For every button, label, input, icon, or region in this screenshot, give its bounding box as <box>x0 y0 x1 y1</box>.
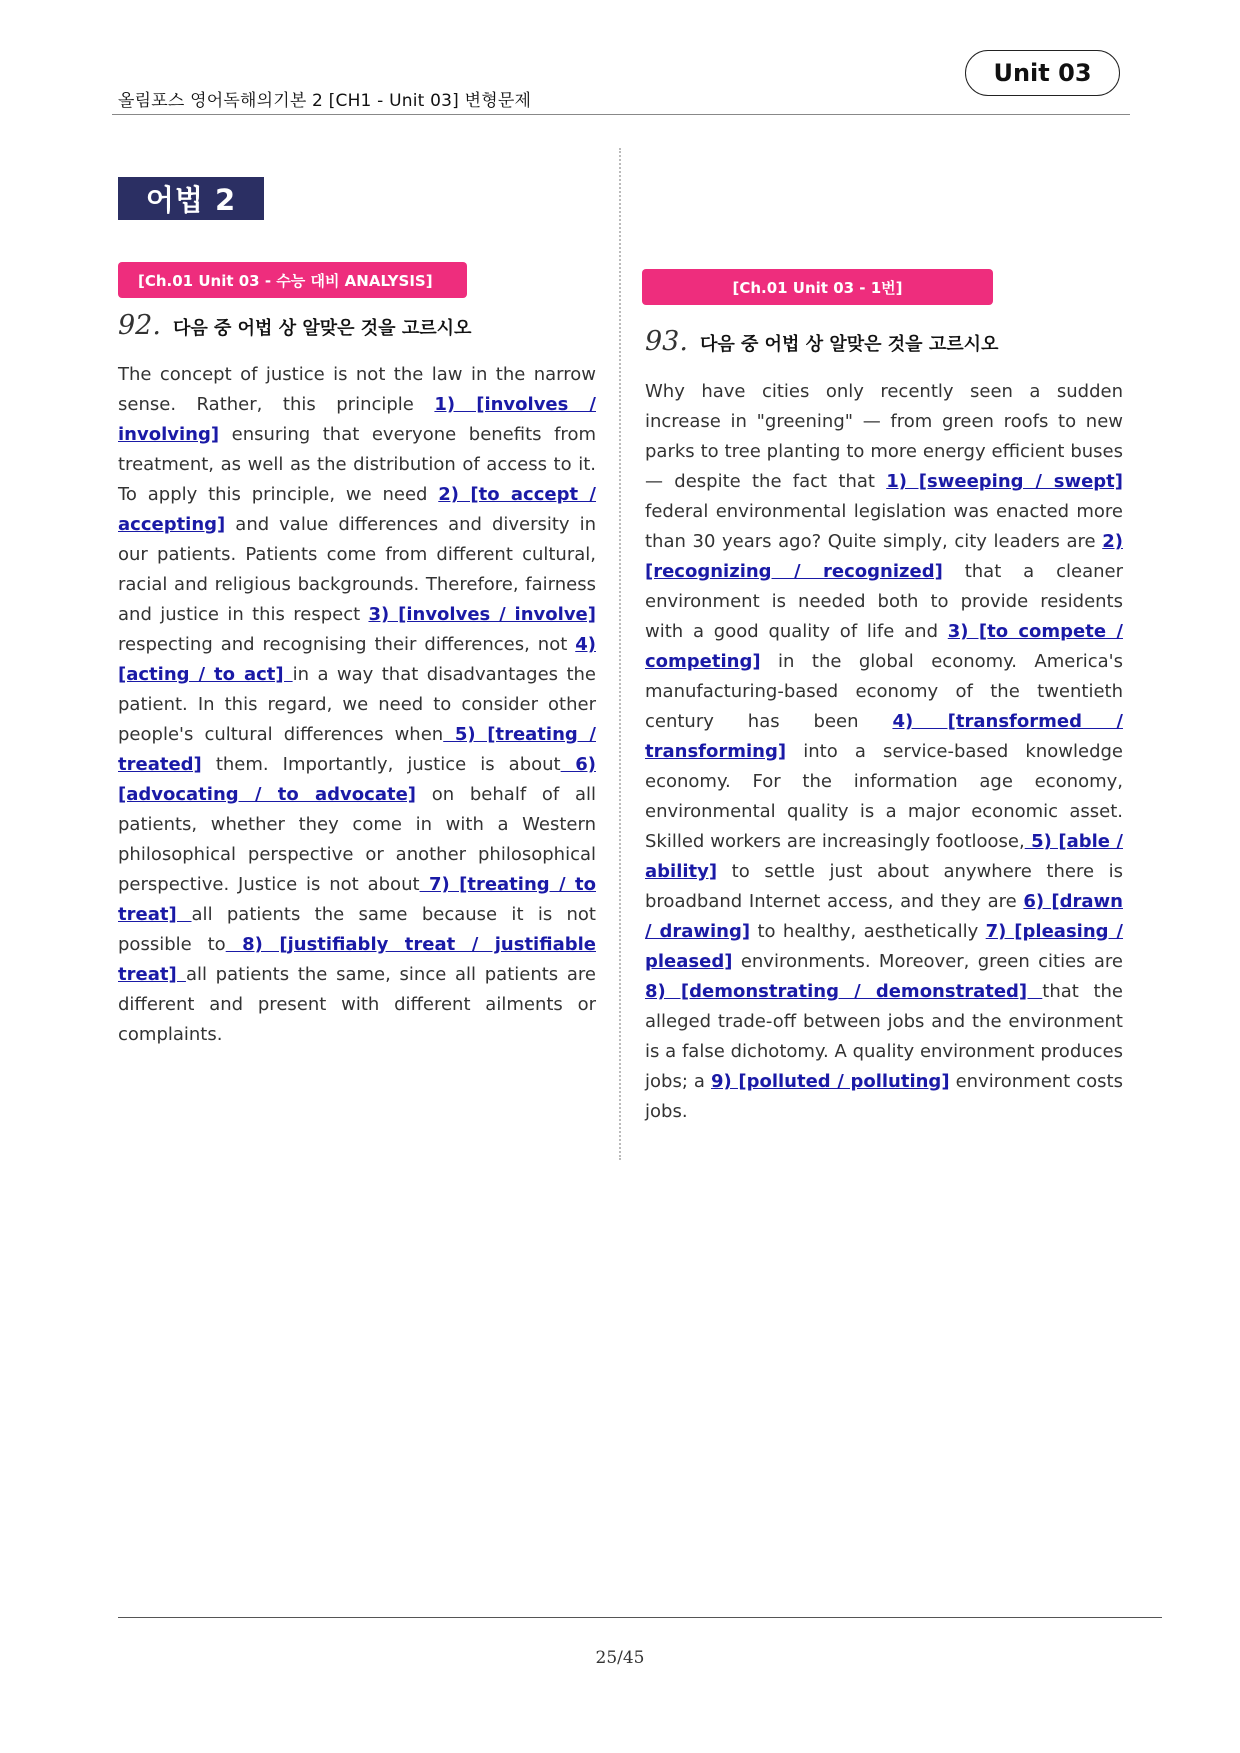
page-number: 25/45 <box>595 1648 645 1668</box>
passage-text: respecting and recognising their differences, not <box>118 634 576 655</box>
grammar-choice-blank: 5) [able / ability] <box>645 831 1123 882</box>
grammar-choice-blank: 2) [to accept / accepting] <box>118 484 597 535</box>
passage-text: The concept of justice is not the law in the narrow sense. Rather, this principle <box>118 364 596 415</box>
footer-divider <box>118 1617 1162 1618</box>
passage-text: environments. Moreover, green cities are <box>732 951 1123 972</box>
grammar-choice-blank: 6) [advocating / to advocate] <box>118 754 596 805</box>
question-93-number: 93. <box>645 326 688 357</box>
question-92-passage <box>118 360 596 1050</box>
grammar-choice-blank: 4) [transformed / transforming] <box>645 711 1123 762</box>
question-92-number: 92. <box>118 310 161 341</box>
passage-text: them. Importantly, justice is about <box>201 754 561 775</box>
question-93-source-tag: [Ch.01 Unit 03 - 1번] <box>642 269 993 305</box>
passage-text: to healthy, aesthetically <box>750 921 986 942</box>
grammar-choice-blank: 3) [to compete / competing] <box>645 621 1123 672</box>
grammar-choice-blank: 1) [involves / involving] <box>118 394 596 445</box>
passage-text: on behalf of all patients, whether they come in with a Western philosophical perspective or another philosophical perspective. Justice is not about <box>118 784 596 895</box>
grammar-choice-blank: 9) [polluted / polluting] <box>711 1071 950 1092</box>
passage-text: all patients the same because it is not possible to <box>118 904 596 955</box>
grammar-choice-blank: 7) [treating / to treat] <box>118 874 596 925</box>
question-93-heading <box>645 326 998 357</box>
section-title: 어법 2 <box>118 177 264 220</box>
question-92-prompt: 다음 중 어법 상 알맞은 것을 고르시오 <box>172 318 472 339</box>
column-divider <box>619 148 621 1160</box>
question-93-prompt: 다음 중 어법 상 알맞은 것을 고르시오 <box>699 334 999 355</box>
question-92-source-tag: [Ch.01 Unit 03 - 수능 대비 ANALYSIS] <box>118 262 467 298</box>
passage-text: federal environmental legislation was enacted more than 30 years ago? Quite simply, city leaders are <box>645 501 1123 552</box>
passage-text: that the alleged trade-off between jobs and the environment is a false dichotomy. A quality environment produces jobs; a <box>645 981 1123 1092</box>
unit-badge: Unit 03 <box>965 50 1120 96</box>
grammar-choice-blank: 5) [treating / treated] <box>118 724 596 775</box>
grammar-choice-blank: 3) [involves / involve] <box>368 604 596 625</box>
grammar-choice-blank: 8) [demonstrating / demonstrated] <box>645 981 1043 1002</box>
passage-text: to settle just about anywhere there is broadband Internet access, and they are <box>645 861 1123 912</box>
question-92-heading <box>118 310 471 341</box>
grammar-choice-blank: 2) [recognizing / recognized] <box>645 531 1123 582</box>
passage-text: environment costs jobs. <box>645 1071 1123 1122</box>
grammar-choice-blank: 4) [acting / to act] <box>118 634 596 685</box>
document-header-title: 올림포스 영어독해의기본 2 [CH1 - Unit 03] 변형문제 <box>118 91 532 111</box>
question-93-passage <box>645 377 1123 1127</box>
passage-text: that a cleaner environment is needed both to provide residents with a good quality of life and <box>645 561 1123 642</box>
passage-text: all patients the same, since all patients are different and present with different ailments or complaints. <box>118 964 596 1045</box>
passage-text: Why have cities only recently seen a sudden increase in "greening" — from green roofs to new parks to tree planting to more energy efficient buses — despite the fact that <box>645 381 1123 492</box>
grammar-choice-blank: 8) [justifiably treat / justifiable treat] <box>118 934 596 985</box>
grammar-choice-blank: 6) [drawn / drawing] <box>645 891 1123 942</box>
header-divider <box>112 114 1130 115</box>
grammar-choice-blank: 7) [pleasing / pleased] <box>645 921 1124 972</box>
passage-text: in the global economy. America's manufacturing-based economy of the twentieth century has been <box>645 651 1123 732</box>
passage-text: into a service-based knowledge economy. For the information age economy, environmental quality is a major economic asset. Skilled workers are increasingly footloose, <box>645 741 1123 852</box>
passage-text: ensuring that everyone benefits from treatment, as well as the distribution of access to it. To apply this principle, we need <box>118 424 596 505</box>
passage-text: and value differences and diversity in our patients. Patients come from different cultural, racial and religious backgrounds. Therefore, fairness and justice in this respect <box>118 514 596 625</box>
passage-text: in a way that disadvantages the patient. In this regard, we need to consider other people's cultural differences when <box>118 664 596 745</box>
grammar-choice-blank: 1) [sweeping / swept] <box>886 471 1123 492</box>
